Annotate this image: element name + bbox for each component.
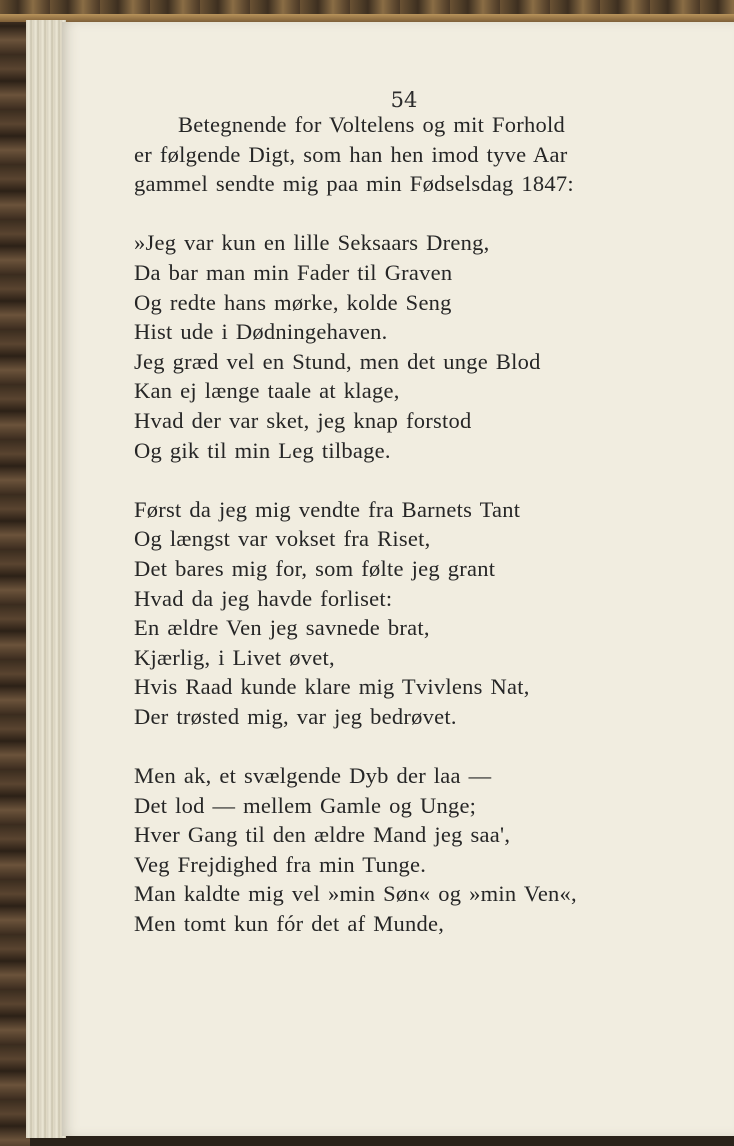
poem-line: Og gik til min Leg tilbage. — [134, 437, 391, 463]
poem-line: Og redte hans mørke, kolde Seng — [134, 289, 452, 315]
intro-line: Betegnende for Voltelens og mit Forhold — [178, 112, 566, 137]
poem-line: Hist ude i Dødningehaven. — [134, 319, 388, 345]
page-text — [134, 110, 654, 939]
poem-stanza-1 — [134, 228, 654, 465]
poem-line: Det bares mig for, som følte jeg grant — [134, 555, 496, 581]
poem-line: Da bar man min Fader til Graven — [134, 259, 453, 285]
poem-line: Hver Gang til den ældre Mand jeg saa', — [134, 822, 511, 848]
poem-line: Først da jeg mig vendte fra Barnets Tant — [134, 496, 521, 522]
poem-line: Jeg græd vel en Stund, men det unge Blod — [134, 348, 541, 374]
poem-line: Men tomt kun fór det af Munde, — [134, 911, 445, 937]
poem-line: Hvad der var sket, jeg knap forstod — [134, 407, 472, 433]
poem-line: »Jeg var kun en lille Seksaars Dreng, — [134, 230, 490, 256]
poem-line: Men ak, et svælgende Dyb der laa — — [134, 763, 492, 789]
stanza-gap — [134, 199, 654, 229]
page-stack-edge — [26, 20, 66, 1138]
poem-stanza-2 — [134, 495, 654, 732]
book-gilt-edge — [0, 14, 734, 22]
stanza-gap — [134, 731, 654, 761]
poem-line: Kjærlig, i Livet øvet, — [134, 644, 335, 670]
poem-line: Veg Frejdighed fra min Tunge. — [134, 851, 427, 877]
poem-line: Og længst var vokset fra Riset, — [134, 526, 431, 552]
poem-stanza-3 — [134, 761, 654, 939]
page-number: 54 — [390, 88, 418, 112]
intro-paragraph — [134, 110, 654, 199]
poem-line: Man kaldte mig vel »min Søn« og »min Ven«, — [134, 881, 577, 907]
poem-line: Der trøsted mig, var jeg bedrøvet. — [134, 703, 457, 729]
poem-line: Kan ej længe taale at klage, — [134, 378, 400, 404]
poem-line: Hvis Raad kunde klare mig Tvivlens Nat, — [134, 674, 530, 700]
intro-line: gammel sendte mig paa min Fødselsdag 1847: — [134, 171, 574, 197]
poem-line: Hvad da jeg havde forliset: — [134, 585, 393, 611]
intro-line: er følgende Digt, som han hen imod tyve Aar — [134, 141, 568, 167]
poem-line: Det lod — mellem Gamle og Unge; — [134, 792, 477, 818]
poem-line: En ældre Ven jeg savnede brat, — [134, 615, 430, 641]
stanza-gap — [134, 465, 654, 495]
